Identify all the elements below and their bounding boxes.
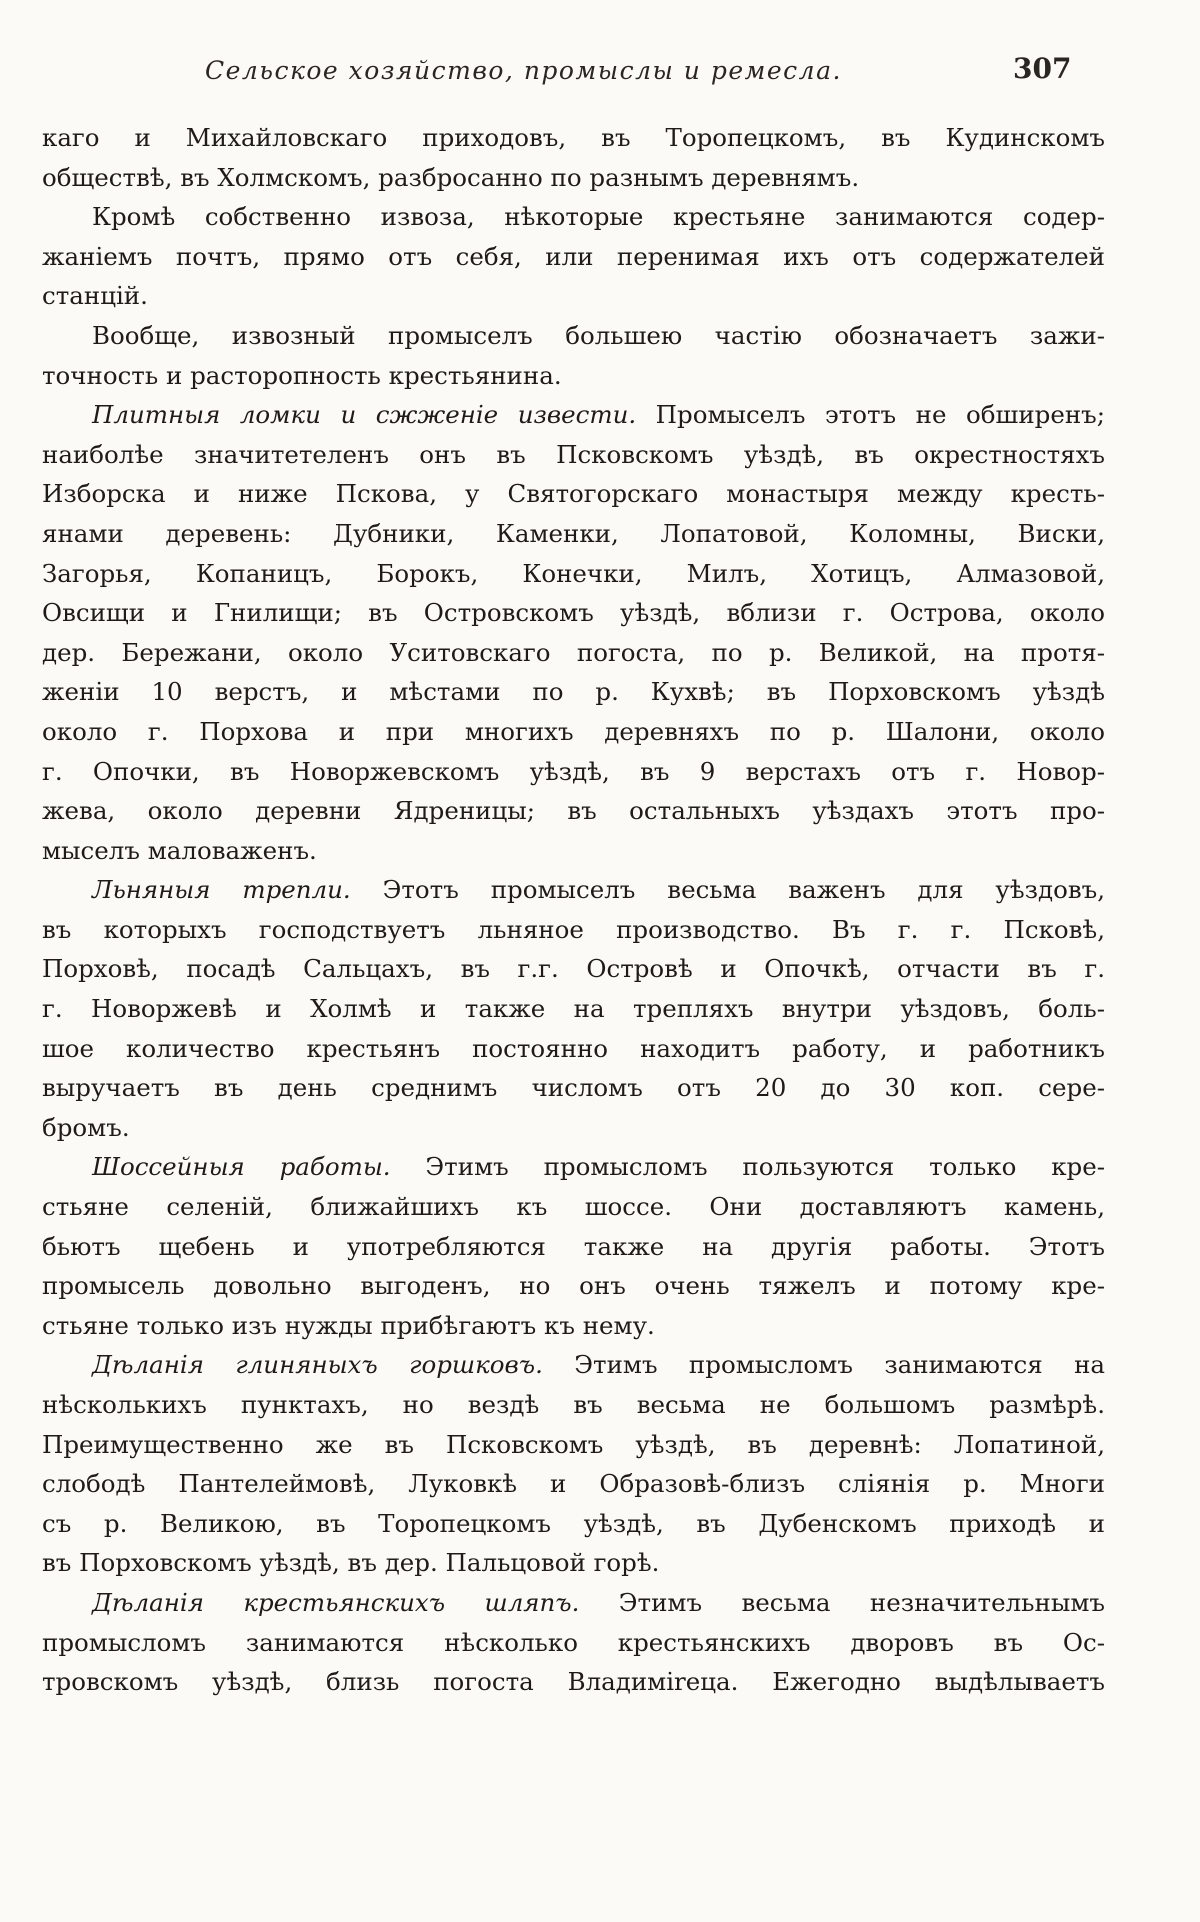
text-line <box>42 197 1105 237</box>
text-line <box>42 1187 1105 1227</box>
line-text: Кромѣ собственно извоза, нѣкоторые крестьяне занимаются содер- <box>92 202 1105 232</box>
line-text: промысель довольно выгоденъ, но онъ очень тяжелъ и потому кре- <box>42 1271 1105 1301</box>
text-line <box>42 1662 1105 1702</box>
text-line <box>42 1266 1105 1306</box>
text-line <box>42 1029 1105 1069</box>
text-line <box>42 237 1105 277</box>
text-line <box>42 1108 1105 1148</box>
text-line <box>42 395 1105 435</box>
text-line <box>42 316 1105 356</box>
body-text <box>42 118 1105 1702</box>
line-text: мыселъ маловаженъ. <box>42 835 317 865</box>
line-text: г. Опочки, въ Новоржевскомъ уѣздѣ, въ 9 верстахъ отъ г. Новор- <box>42 756 1105 786</box>
text-line <box>42 633 1105 673</box>
text-line <box>42 356 1105 396</box>
text-line <box>42 1068 1105 1108</box>
text-line <box>42 1464 1105 1504</box>
line-text: тровскомъ уѣздѣ, близь погоста Владимireца. Ежегодно выдѣлываетъ <box>42 1667 1105 1697</box>
text-line <box>42 1385 1105 1425</box>
line-text: янами деревень: Дубники, Каменки, Лопатовой, Коломны, Виски, <box>42 518 1105 548</box>
text-line <box>42 831 1105 871</box>
line-text: промысломъ занимаются нѣсколько крестьянскихъ дворовъ въ Ос- <box>42 1627 1105 1657</box>
text-line <box>42 1147 1105 1187</box>
line-text: Этотъ промыселъ весьма важенъ для уѣздовъ, <box>350 875 1105 905</box>
line-text: Загорья, Копаницъ, Борокъ, Конечки, Милъ, Хотицъ, Алмазовой, <box>42 558 1105 588</box>
section-heading: Дѣланія глиняныхъ горшковъ. <box>92 1350 543 1380</box>
text-line <box>42 672 1105 712</box>
line-text: каго и Михайловскаго приходовъ, въ Торопецкомъ, въ Кудинскомъ <box>42 123 1105 152</box>
line-text: наиболѣе значитетеленъ онъ въ Псковскомъ уѣздѣ, въ окрестностяхъ <box>42 439 1105 469</box>
running-head: Сельское хозяйство, промыслы и ремесла. <box>205 56 842 85</box>
section-heading: Шоссейныя работы. <box>92 1152 391 1182</box>
line-text: въ которыхъ господствуетъ льняное производство. Въ г. г. Псковѣ, <box>42 914 1105 944</box>
line-text: Овсищи и Гнилищи; въ Островскомъ уѣздѣ, вблизи г. Острова, около <box>42 598 1105 628</box>
text-line <box>42 910 1105 950</box>
line-text: Изборска и ниже Пскова, у Святогорскаго монастыря между кресть- <box>42 479 1105 509</box>
line-text: Этимъ промысломъ занимаются на <box>542 1350 1106 1380</box>
text-line <box>42 989 1105 1029</box>
text-line <box>42 474 1105 514</box>
line-text: обществѣ, въ Холмскомъ, разбросанно по разнымъ деревнямъ. <box>42 162 860 192</box>
page-number: 307 <box>1013 52 1072 85</box>
text-line <box>42 118 1105 158</box>
text-line <box>42 1425 1105 1465</box>
line-text: стьяне только изъ нужды прибѣгаютъ къ нему. <box>42 1310 655 1340</box>
text-line <box>42 1583 1105 1623</box>
line-text: точность и расторопность крестьянина. <box>42 360 562 390</box>
line-text: Вообще, извозный промыселъ большею частію обозначаетъ зажи- <box>92 320 1105 350</box>
text-line <box>42 791 1105 831</box>
text-line <box>42 1227 1105 1267</box>
text-line <box>42 870 1105 910</box>
text-line <box>42 752 1105 792</box>
text-line <box>42 1345 1105 1385</box>
line-text: Промыселъ этотъ не обширенъ; <box>636 400 1105 430</box>
text-line <box>42 158 1105 198</box>
text-line <box>42 514 1105 554</box>
line-text: Порховѣ, посадѣ Сальцахъ, въ г.г. Островѣ и Опочкѣ, отчасти въ г. <box>42 954 1105 984</box>
line-text: дер. Бережани, около Уситовскаго погоста, по р. Великой, на протя- <box>42 637 1105 667</box>
line-text: слободѣ Пантелеймовѣ, Луковкѣ и Образовѣ-близъ сліянія р. Многи <box>42 1469 1105 1499</box>
section-heading: Плитныя ломки и сжженіе извести. <box>92 400 637 430</box>
line-text: бьютъ щебень и употребляются также на другія работы. Этотъ <box>42 1231 1105 1261</box>
line-text: нѣсколькихъ пунктахъ, но вездѣ въ весьма не большомъ размѣрѣ. <box>42 1390 1105 1419</box>
text-line <box>42 1623 1105 1663</box>
line-text: станцій. <box>42 281 148 311</box>
text-line <box>42 1504 1105 1544</box>
line-text: около г. Порхова и при многихъ деревняхъ по р. Шалони, около <box>42 716 1105 746</box>
text-line <box>42 276 1105 316</box>
line-text: жева, около деревни Ядреницы; въ остальныхъ уѣздахъ этотъ про- <box>42 796 1105 826</box>
line-text: выручаетъ въ день среднимъ числомъ отъ 20 до 30 коп. сере- <box>42 1073 1105 1103</box>
line-text: шое количество крестьянъ постоянно находитъ работу, и работникъ <box>42 1033 1105 1063</box>
line-text: стьяне селеній, ближайшихъ къ шоссе. Они доставляютъ камень, <box>42 1192 1105 1222</box>
section-heading: Дѣланія крестьянскихъ шляпъ. <box>92 1587 580 1617</box>
line-text: Этимъ весьма незначительнымъ <box>579 1587 1105 1617</box>
text-line <box>42 554 1105 594</box>
line-text: въ Порховскомъ уѣздѣ, въ дер. Пальцовой горѣ. <box>42 1548 660 1578</box>
line-text: съ р. Великою, въ Торопецкомъ уѣздѣ, въ Дубенскомъ приходѣ и <box>42 1508 1105 1538</box>
line-text: жаніемъ почтъ, прямо отъ себя, или перенимая ихъ отъ содержателей <box>42 241 1105 271</box>
text-line <box>42 1543 1105 1583</box>
text-line <box>42 949 1105 989</box>
line-text: Преимущественно же въ Псковскомъ уѣздѣ, въ деревнѣ: Лопатиной, <box>42 1429 1105 1459</box>
text-line <box>42 593 1105 633</box>
line-text: женіи 10 верстъ, и мѣстами по р. Кухвѣ; въ Порховскомъ уѣздѣ <box>42 677 1105 707</box>
text-line <box>42 435 1105 475</box>
line-text: Этимъ промысломъ пользуются только кре- <box>390 1152 1106 1182</box>
text-line <box>42 1306 1105 1346</box>
section-heading: Льняныя трепли. <box>92 875 351 905</box>
line-text: г. Новоржевѣ и Холмѣ и также на трепляхъ внутри уѣздовъ, боль- <box>42 994 1105 1024</box>
text-line <box>42 712 1105 752</box>
line-text: бромъ. <box>42 1112 130 1142</box>
